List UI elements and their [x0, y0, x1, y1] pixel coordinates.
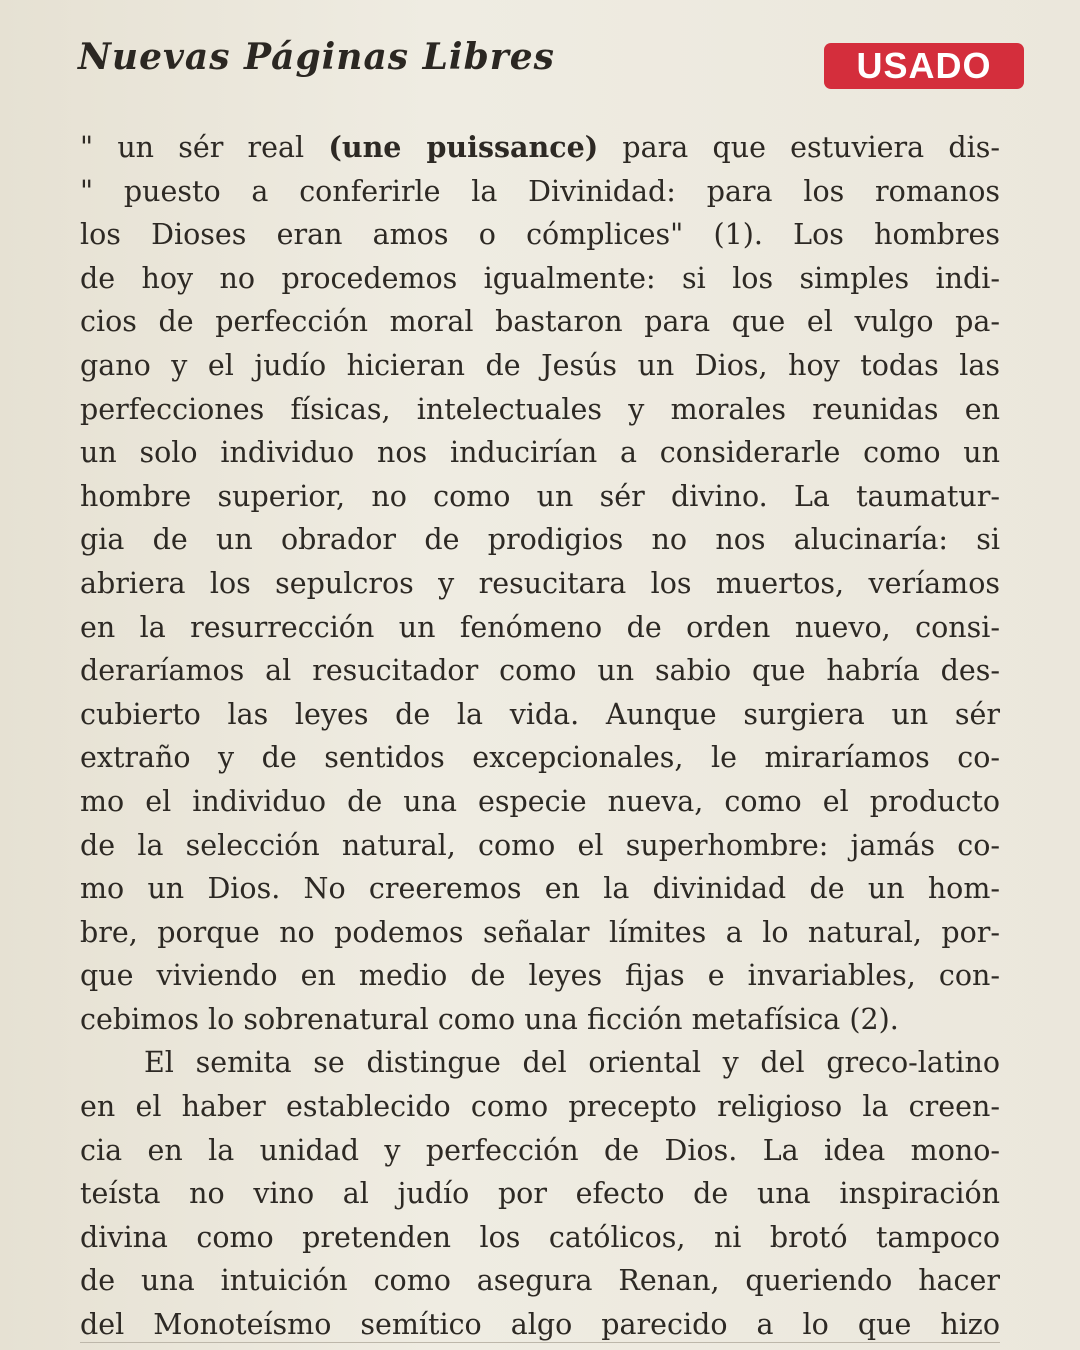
text-line: cios de perfección moral bastaron para que el vulgo pa- [80, 305, 1000, 339]
text-line: de la selección natural, como el superhombre: jamás co- [80, 828, 1000, 862]
text-line: un solo individuo nos inducirían a considerarle como un [80, 436, 1000, 470]
text-line: en el haber establecido como precepto religioso la creen- [80, 1090, 1000, 1124]
text-line: teísta no vino al judío por efecto de una inspiración [80, 1177, 1000, 1211]
text-line-start: " un sér real [80, 131, 329, 164]
text-line: extraño y de sentidos excepcionales, le miraríamos co- [80, 741, 1000, 775]
text-line: hombre superior, no como un sér divino. La taumatur- [80, 479, 1000, 513]
text-line: gano y el judío hicieran de Jesús un Dios, hoy todas las [80, 348, 1000, 382]
text-line: " puesto a conferirle la Divinidad: para los romanos [80, 174, 1000, 208]
text-line: cia en la unidad y perfección de Dios. La idea mono- [80, 1133, 1000, 1167]
text-line: abriera los sepulcros y resucitara los muertos, veríamos [80, 566, 1000, 600]
paragraph-first-line: El semita se distingue del oriental y del greco-latino [144, 1046, 1000, 1080]
text-line: en la resurrección un fenómeno de orden nuevo, consi- [80, 610, 1000, 644]
text-line: deraríamos al resucitador como un sabio que habría des- [80, 654, 1000, 688]
footnote-divider [80, 1342, 1000, 1343]
running-header-title: Nuevas Páginas Libres [78, 36, 555, 78]
text-line: mo un Dios. No creeremos en la divinidad de un hom- [80, 872, 1000, 906]
text-line: de una intuición como asegura Renan, queriendo hacer [80, 1264, 1000, 1298]
text-line-end: para que estuviera dis- [598, 131, 1000, 164]
text-line: divina como pretenden los católicos, ni brotó tampoco [80, 1220, 1000, 1254]
text-line: gia de un obrador de prodigios no nos alucinaría: si [80, 523, 1000, 557]
text-line: mo el individuo de una especie nueva, como el producto [80, 784, 1000, 818]
text-line: perfecciones físicas, intelectuales y morales reunidas en [80, 392, 1000, 426]
text-line: de hoy no procedemos igualmente: si los simples indi- [80, 261, 1000, 295]
used-badge: USADO [824, 43, 1024, 89]
text-line: del Monoteísmo semítico algo parecido a lo que hizo [80, 1308, 1000, 1342]
text-line: que viviendo en medio de leyes fijas e invariables, con- [80, 959, 1000, 993]
text-line: cebimos lo sobrenatural como una ficción metafísica (2). [80, 1002, 899, 1036]
text-line-bold: (une puissance) [328, 130, 599, 164]
text-line: bre, porque no podemos señalar límites a lo natural, por- [80, 915, 1000, 949]
text-line: cubierto las leyes de la vida. Aunque surgiera un sér [80, 697, 1000, 731]
text-line [80, 126, 1000, 170]
text-line: los Dioses eran amos o cómplices" (1). Los hombres [80, 218, 1000, 252]
page-body-text [80, 126, 1000, 1347]
